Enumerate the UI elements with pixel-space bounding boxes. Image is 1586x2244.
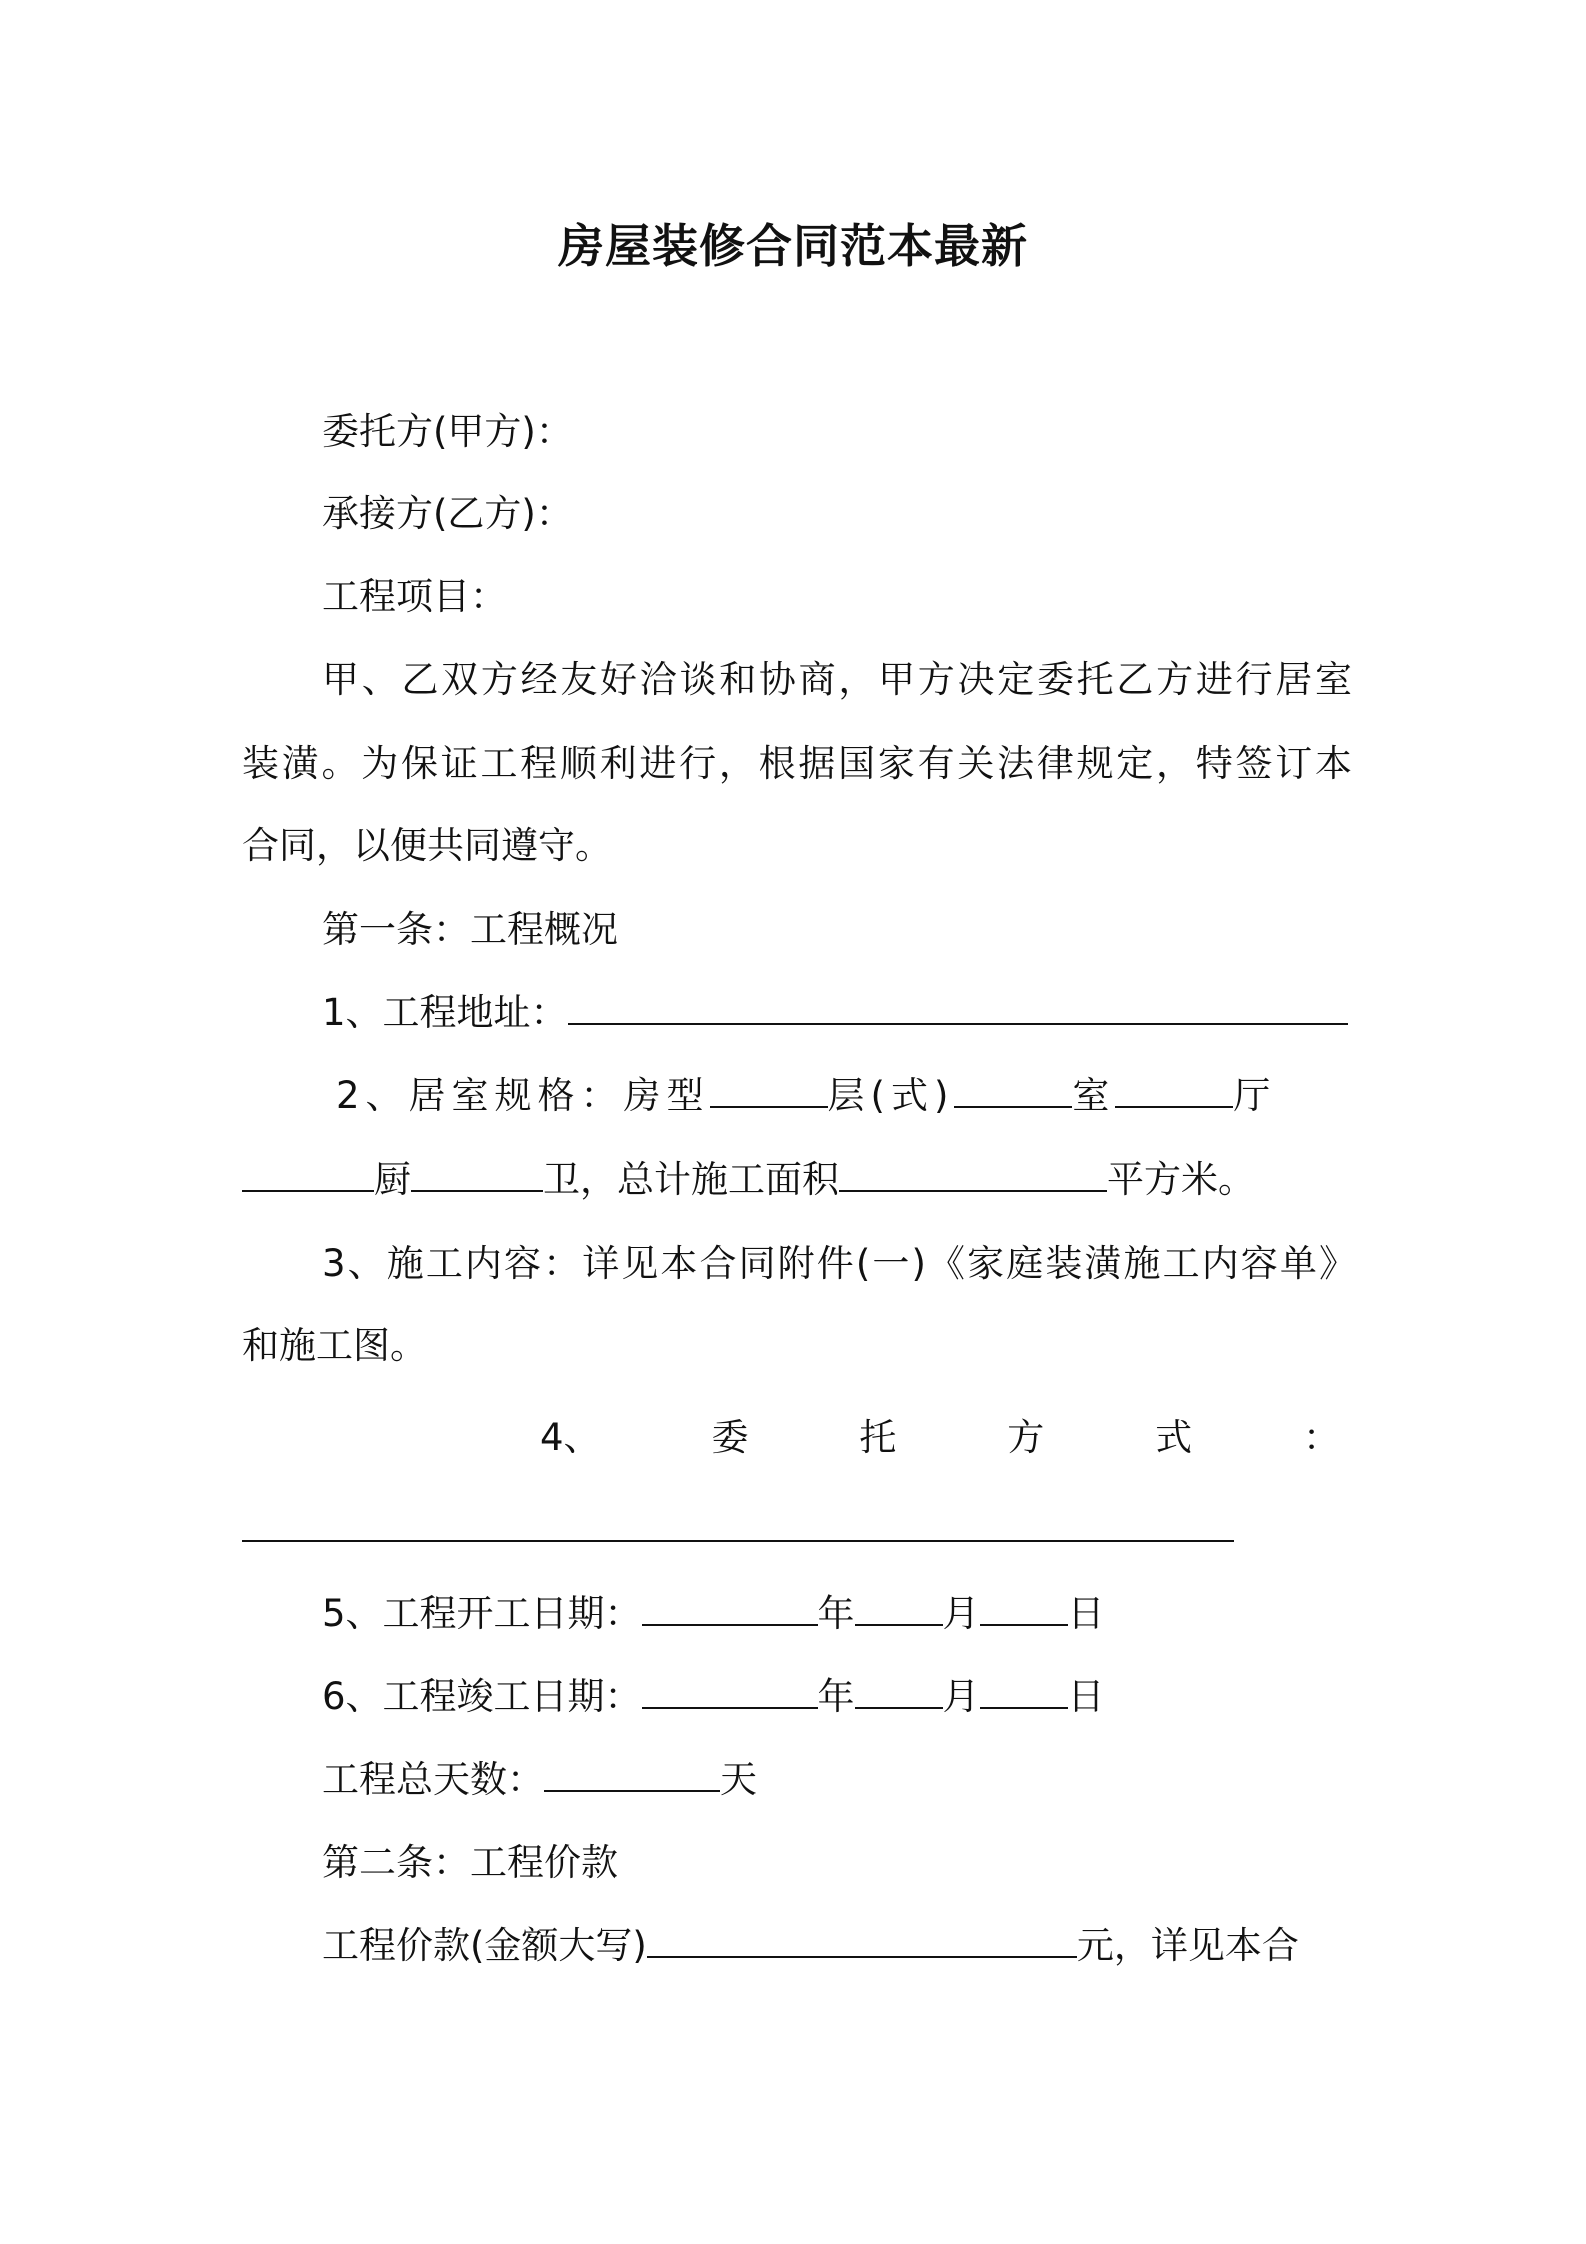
room-spec-line: [336, 1072, 1276, 1120]
method-char-3: 方: [1007, 1416, 1045, 1459]
start-month-label: 月: [942, 1592, 980, 1635]
start-day-label: 日: [1067, 1592, 1105, 1635]
address-label: 1、工程地址：: [322, 991, 568, 1034]
article-1-heading: 第一条：工程概况: [322, 908, 618, 951]
party-a-line: 委托方(甲方)：: [322, 410, 573, 453]
start-day-blank: [980, 1590, 1068, 1626]
method-blank-line: [242, 1506, 1234, 1554]
method-char-2: 托: [859, 1416, 897, 1459]
method-char-4: 式: [1155, 1416, 1193, 1459]
start-date-line: [322, 1590, 1105, 1638]
address-blank: [568, 989, 1348, 1025]
end-date-line: [322, 1673, 1105, 1721]
area-unit: 平方米。: [1107, 1158, 1255, 1201]
total-days-label: 工程总天数：: [322, 1758, 544, 1801]
address-line: [322, 989, 1348, 1037]
end-day-blank: [980, 1673, 1068, 1709]
method-num: 4、: [540, 1416, 601, 1459]
bath-label: 卫，总计施工面积: [543, 1158, 839, 1201]
total-days-unit: 天: [720, 1758, 757, 1801]
total-days-blank: [544, 1756, 720, 1792]
content-line-2: 和施工图。: [242, 1324, 427, 1367]
end-month-label: 月: [942, 1675, 980, 1718]
total-days-line: [322, 1756, 757, 1804]
method-line: [540, 1414, 1340, 1462]
room-label: 室: [1072, 1074, 1116, 1117]
bath-blank: [411, 1156, 543, 1192]
area-blank: [839, 1156, 1107, 1192]
project-line: 工程项目：: [322, 575, 507, 618]
end-year-blank: [642, 1673, 818, 1709]
end-date-label: 6、工程竣工日期：: [322, 1675, 642, 1718]
kitchen-label: 厨: [374, 1158, 411, 1201]
intro-line-1: 甲、乙双方经友好洽谈和协商，甲方决定委托乙方进行居室: [322, 658, 1352, 701]
end-month-blank: [855, 1673, 943, 1709]
end-day-label: 日: [1067, 1675, 1105, 1718]
hall-label: 厅: [1233, 1074, 1277, 1117]
method-blank: [242, 1506, 1234, 1542]
content-line-1: 3、施工内容：详见本合同附件(一)《家庭装潢施工内容单》: [322, 1242, 1356, 1285]
layer-label: 层(式): [827, 1074, 955, 1117]
hall-blank: [1115, 1072, 1233, 1108]
price-line: [322, 1922, 1299, 1970]
price-suffix: 元，详见本合: [1076, 1924, 1299, 1967]
layer-blank: [710, 1072, 828, 1108]
start-month-blank: [855, 1590, 943, 1626]
method-colon: ：: [1303, 1416, 1340, 1459]
document-title: 房屋装修合同范本最新: [558, 219, 1028, 273]
method-char-1: 委: [711, 1416, 749, 1459]
intro-line-3: 合同，以便共同遵守。: [242, 824, 612, 867]
kitchen-blank: [242, 1156, 374, 1192]
party-b-line: 承接方(乙方)：: [322, 492, 573, 535]
article-2-heading: 第二条：工程价款: [322, 1841, 618, 1884]
room-spec-line-2: [242, 1156, 1255, 1204]
start-date-label: 5、工程开工日期：: [322, 1592, 642, 1635]
room-spec-prefix: 2、居室规格：房型: [336, 1074, 710, 1117]
start-year-label: 年: [817, 1592, 855, 1635]
price-blank: [647, 1922, 1077, 1958]
room-blank: [954, 1072, 1072, 1108]
price-label: 工程价款(金额大写): [322, 1924, 647, 1967]
start-year-blank: [642, 1590, 818, 1626]
intro-line-2: 装潢。为保证工程顺利进行，根据国家有关法律规定，特签订本: [242, 742, 1352, 785]
end-year-label: 年: [817, 1675, 855, 1718]
